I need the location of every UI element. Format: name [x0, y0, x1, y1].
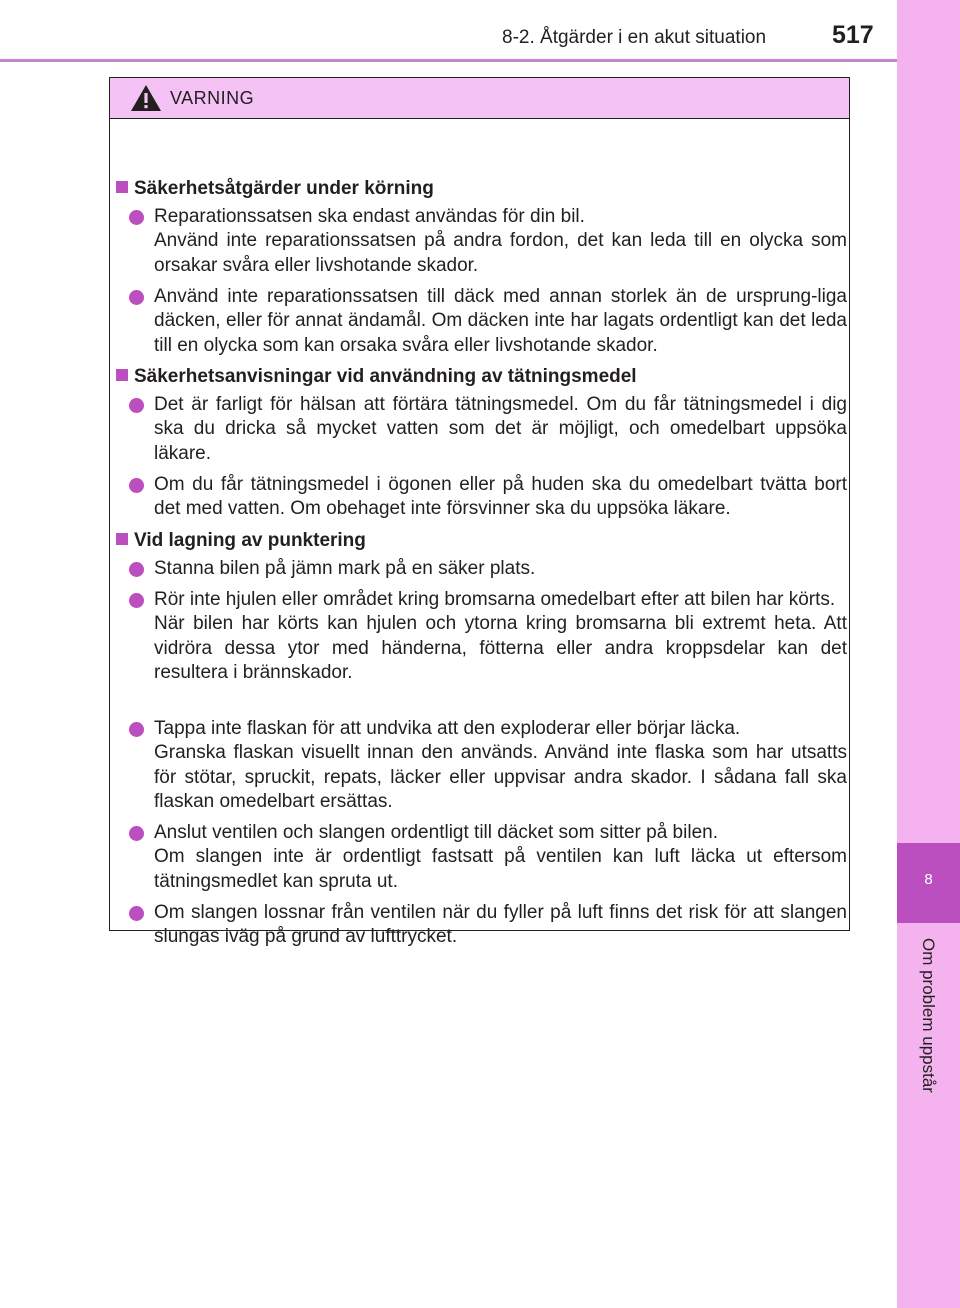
square-bullet-icon	[116, 181, 128, 193]
bullet-dot-icon	[129, 210, 144, 225]
square-bullet-icon	[116, 533, 128, 545]
section-heading-text: Vid lagning av punktering	[134, 530, 366, 551]
section-heading-text: Säkerhetsåtgärder under körning	[134, 178, 434, 199]
list-item	[129, 393, 847, 466]
warning-header	[110, 78, 849, 119]
list-item	[129, 588, 847, 686]
bullet-dot-icon	[129, 906, 144, 921]
bullet-dot-icon	[129, 478, 144, 493]
list-item-text: Det är farligt för hälsan att förtära tätningsmedel. Om du får tätningsmedel i dig ska du dricka så mycket vatten som det är möjligt, och omedelbart uppsöka läkare.	[154, 394, 847, 464]
chapter-number: 8	[924, 871, 933, 888]
list-item-text: Stanna bilen på jämn mark på en säker plats.	[154, 558, 536, 579]
chapter-title: Om problem uppstår	[919, 938, 938, 1093]
bullet-dot-icon	[129, 593, 144, 608]
section-heading	[116, 365, 637, 389]
list-item	[129, 717, 847, 815]
list-item	[129, 205, 847, 278]
warning-triangle-icon	[130, 84, 162, 112]
bullet-dot-icon	[129, 722, 144, 737]
list-item	[129, 285, 847, 358]
list-item-text: Om du får tätningsmedel i ögonen eller på huden ska du omedelbart tvätta bort det med vatten. Om obehaget inte försvinner ska du uppsöka läkare.	[154, 474, 847, 520]
list-item-text: Reparationssatsen ska endast användas för din bil. Använd inte reparationssatsen på andra fordon, det kan leda till en olycka som orsakar svåra eller livshotande skador.	[154, 206, 847, 276]
page-number: 517	[832, 21, 874, 49]
list-item	[129, 901, 847, 950]
list-item	[129, 821, 847, 894]
section-heading-text: Säkerhetsanvisningar vid användning av tätningsmedel	[134, 366, 637, 387]
section-heading	[116, 177, 434, 201]
section-heading	[116, 529, 366, 553]
list-item-text: Använd inte reparationssatsen till däck med annan storlek än de ursprung-liga däcken, eller för annat ändamål. Om däcken inte har lagats ordentligt kan det leda till en olycka som kan orsaka svåra eller livshotande skador.	[154, 286, 847, 356]
warning-label: VARNING	[170, 88, 255, 108]
bullet-dot-icon	[129, 290, 144, 305]
bullet-dot-icon	[129, 398, 144, 413]
chapter-block	[897, 843, 960, 923]
list-item-text: Tappa inte flaskan för att undvika att den exploderar eller börjar läcka. Granska flaskan visuellt innan den används. Använd inte flaska som har utsatts för stötar, spruckit, repats, läcker eller uppvisar andra skador. I sådana fall ska flaskan omedelbart ersättas.	[154, 718, 847, 813]
side-tab	[897, 0, 960, 1308]
list-item	[129, 473, 847, 522]
header-rule	[0, 59, 897, 62]
bullet-dot-icon	[129, 826, 144, 841]
list-item	[129, 557, 847, 581]
section-title: 8-2. Åtgärder i en akut situation	[502, 27, 767, 48]
warning-box	[109, 77, 850, 948]
list-item-text: Rör inte hjulen eller området kring bromsarna omedelbart efter att bilen har körts. När bilen har körts kan hjulen och ytorna kring bromsarna bli extremt heta. Att vidröra dessa ytor med händerna, fötterna eller andra kroppsdelar kan det resultera i brännskador.	[154, 589, 847, 684]
list-item-text: Anslut ventilen och slangen ordentligt till däcket som sitter på bilen. Om slangen inte är ordentligt fastsatt på ventilen kan luft läcka ut eftersom tätningsmedlet kan spruta ut.	[154, 822, 847, 892]
list-item-text: Om slangen lossnar från ventilen när du fyller på luft finns det risk för att slangen slungas iväg på grund av lufttrycket.	[154, 902, 847, 948]
bullet-dot-icon	[129, 562, 144, 577]
square-bullet-icon	[116, 369, 128, 381]
